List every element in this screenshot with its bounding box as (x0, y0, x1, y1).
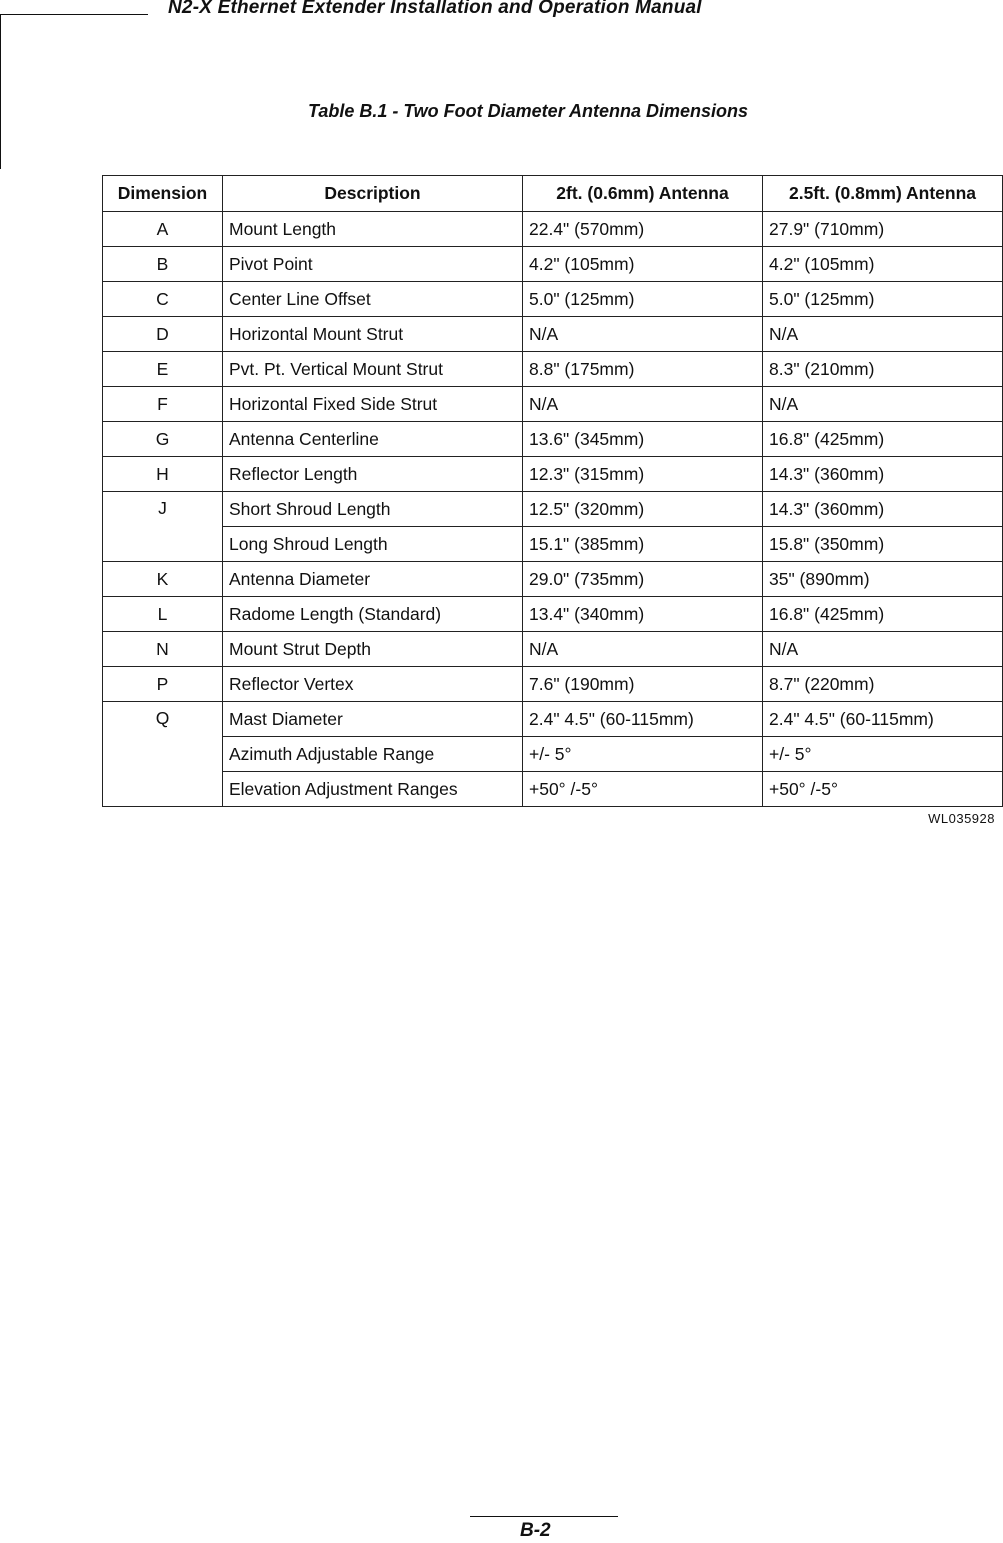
value-2-5ft-cell: 14.3" (360mm) (763, 457, 1003, 492)
dimension-cell: C (103, 282, 223, 317)
running-header: N2-X Ethernet Extender Installation and Operation Manual (168, 0, 702, 18)
value-2ft-cell: +50° /-5° (523, 772, 763, 807)
description-cell: Horizontal Mount Strut (223, 317, 523, 352)
value-2ft-cell: 7.6" (190mm) (523, 667, 763, 702)
dimension-cell: A (103, 212, 223, 247)
value-2-5ft-cell: 4.2" (105mm) (763, 247, 1003, 282)
header-rule (0, 14, 148, 15)
dimension-cell: P (103, 667, 223, 702)
antenna-dimensions-table (102, 175, 1003, 807)
value-2-5ft-cell: 8.3" (210mm) (763, 352, 1003, 387)
value-2ft-cell: 12.3" (315mm) (523, 457, 763, 492)
value-2-5ft-cell: +50° /-5° (763, 772, 1003, 807)
value-2ft-cell: 4.2" (105mm) (523, 247, 763, 282)
value-2ft-cell: 2.4" 4.5" (60-115mm) (523, 702, 763, 737)
table-row (103, 352, 1003, 387)
dimension-cell: H (103, 457, 223, 492)
description-cell: Antenna Diameter (223, 562, 523, 597)
value-2ft-cell: N/A (523, 317, 763, 352)
dimension-cell: L (103, 597, 223, 632)
column-header-2ft-antenna: 2ft. (0.6mm) Antenna (523, 176, 763, 212)
table-row (103, 667, 1003, 702)
table-header-row (103, 176, 1003, 212)
table-row (103, 422, 1003, 457)
value-2-5ft-cell: N/A (763, 317, 1003, 352)
value-2ft-cell: 15.1" (385mm) (523, 527, 763, 562)
description-cell: Long Shroud Length (223, 527, 523, 562)
table-caption: Table B.1 - Two Foot Diameter Antenna Dimensions (308, 101, 749, 121)
description-cell: Azimuth Adjustable Range (223, 737, 523, 772)
value-2-5ft-cell: 27.9" (710mm) (763, 212, 1003, 247)
value-2-5ft-cell: 16.8" (425mm) (763, 422, 1003, 457)
description-cell: Pvt. Pt. Vertical Mount Strut (223, 352, 523, 387)
dimension-cell: B (103, 247, 223, 282)
dimension-cell: D (103, 317, 223, 352)
value-2ft-cell: 22.4" (570mm) (523, 212, 763, 247)
table-row (103, 492, 1003, 527)
value-2-5ft-cell: 35" (890mm) (763, 562, 1003, 597)
table-body (103, 212, 1003, 807)
value-2-5ft-cell: 5.0" (125mm) (763, 282, 1003, 317)
value-2ft-cell: 5.0" (125mm) (523, 282, 763, 317)
value-2ft-cell: +/- 5° (523, 737, 763, 772)
dimension-cell: F (103, 387, 223, 422)
column-header-2-5ft-antenna: 2.5ft. (0.8mm) Antenna (763, 176, 1003, 212)
description-cell: Mast Diameter (223, 702, 523, 737)
footer-rule (470, 1516, 618, 1517)
column-header-description: Description (223, 176, 523, 212)
table-row (103, 702, 1003, 737)
value-2-5ft-cell: N/A (763, 387, 1003, 422)
table-row (103, 247, 1003, 282)
table-row (103, 562, 1003, 597)
value-2ft-cell: N/A (523, 387, 763, 422)
header-corner-line (0, 14, 1, 169)
description-cell: Horizontal Fixed Side Strut (223, 387, 523, 422)
table-row (103, 597, 1003, 632)
dimension-cell: Q (103, 702, 223, 807)
description-cell: Center Line Offset (223, 282, 523, 317)
description-cell: Mount Length (223, 212, 523, 247)
table-row (103, 387, 1003, 422)
description-cell: Radome Length (Standard) (223, 597, 523, 632)
dimension-cell: N (103, 632, 223, 667)
value-2-5ft-cell: 2.4" 4.5" (60-115mm) (763, 702, 1003, 737)
table-row (103, 282, 1003, 317)
dimension-cell: J (103, 492, 223, 562)
table-row (103, 737, 1003, 772)
value-2ft-cell: 29.0" (735mm) (523, 562, 763, 597)
table-row (103, 632, 1003, 667)
description-cell: Short Shroud Length (223, 492, 523, 527)
value-2ft-cell: 13.4" (340mm) (523, 597, 763, 632)
page-number: B-2 (520, 1520, 551, 1541)
column-header-dimension: Dimension (103, 176, 223, 212)
value-2ft-cell: 8.8" (175mm) (523, 352, 763, 387)
value-2-5ft-cell: N/A (763, 632, 1003, 667)
value-2ft-cell: 13.6" (345mm) (523, 422, 763, 457)
dimension-cell: K (103, 562, 223, 597)
description-cell: Reflector Vertex (223, 667, 523, 702)
dimension-cell: G (103, 422, 223, 457)
table-row (103, 317, 1003, 352)
table-row (103, 527, 1003, 562)
value-2-5ft-cell: +/- 5° (763, 737, 1003, 772)
value-2-5ft-cell: 15.8" (350mm) (763, 527, 1003, 562)
value-2-5ft-cell: 8.7" (220mm) (763, 667, 1003, 702)
table-row (103, 772, 1003, 807)
description-cell: Antenna Centerline (223, 422, 523, 457)
figure-code: WL035928 (928, 811, 995, 826)
description-cell: Mount Strut Depth (223, 632, 523, 667)
description-cell: Elevation Adjustment Ranges (223, 772, 523, 807)
description-cell: Pivot Point (223, 247, 523, 282)
dimension-cell: E (103, 352, 223, 387)
table-row (103, 457, 1003, 492)
description-cell: Reflector Length (223, 457, 523, 492)
value-2-5ft-cell: 16.8" (425mm) (763, 597, 1003, 632)
table-row (103, 212, 1003, 247)
value-2ft-cell: 12.5" (320mm) (523, 492, 763, 527)
value-2ft-cell: N/A (523, 632, 763, 667)
value-2-5ft-cell: 14.3" (360mm) (763, 492, 1003, 527)
